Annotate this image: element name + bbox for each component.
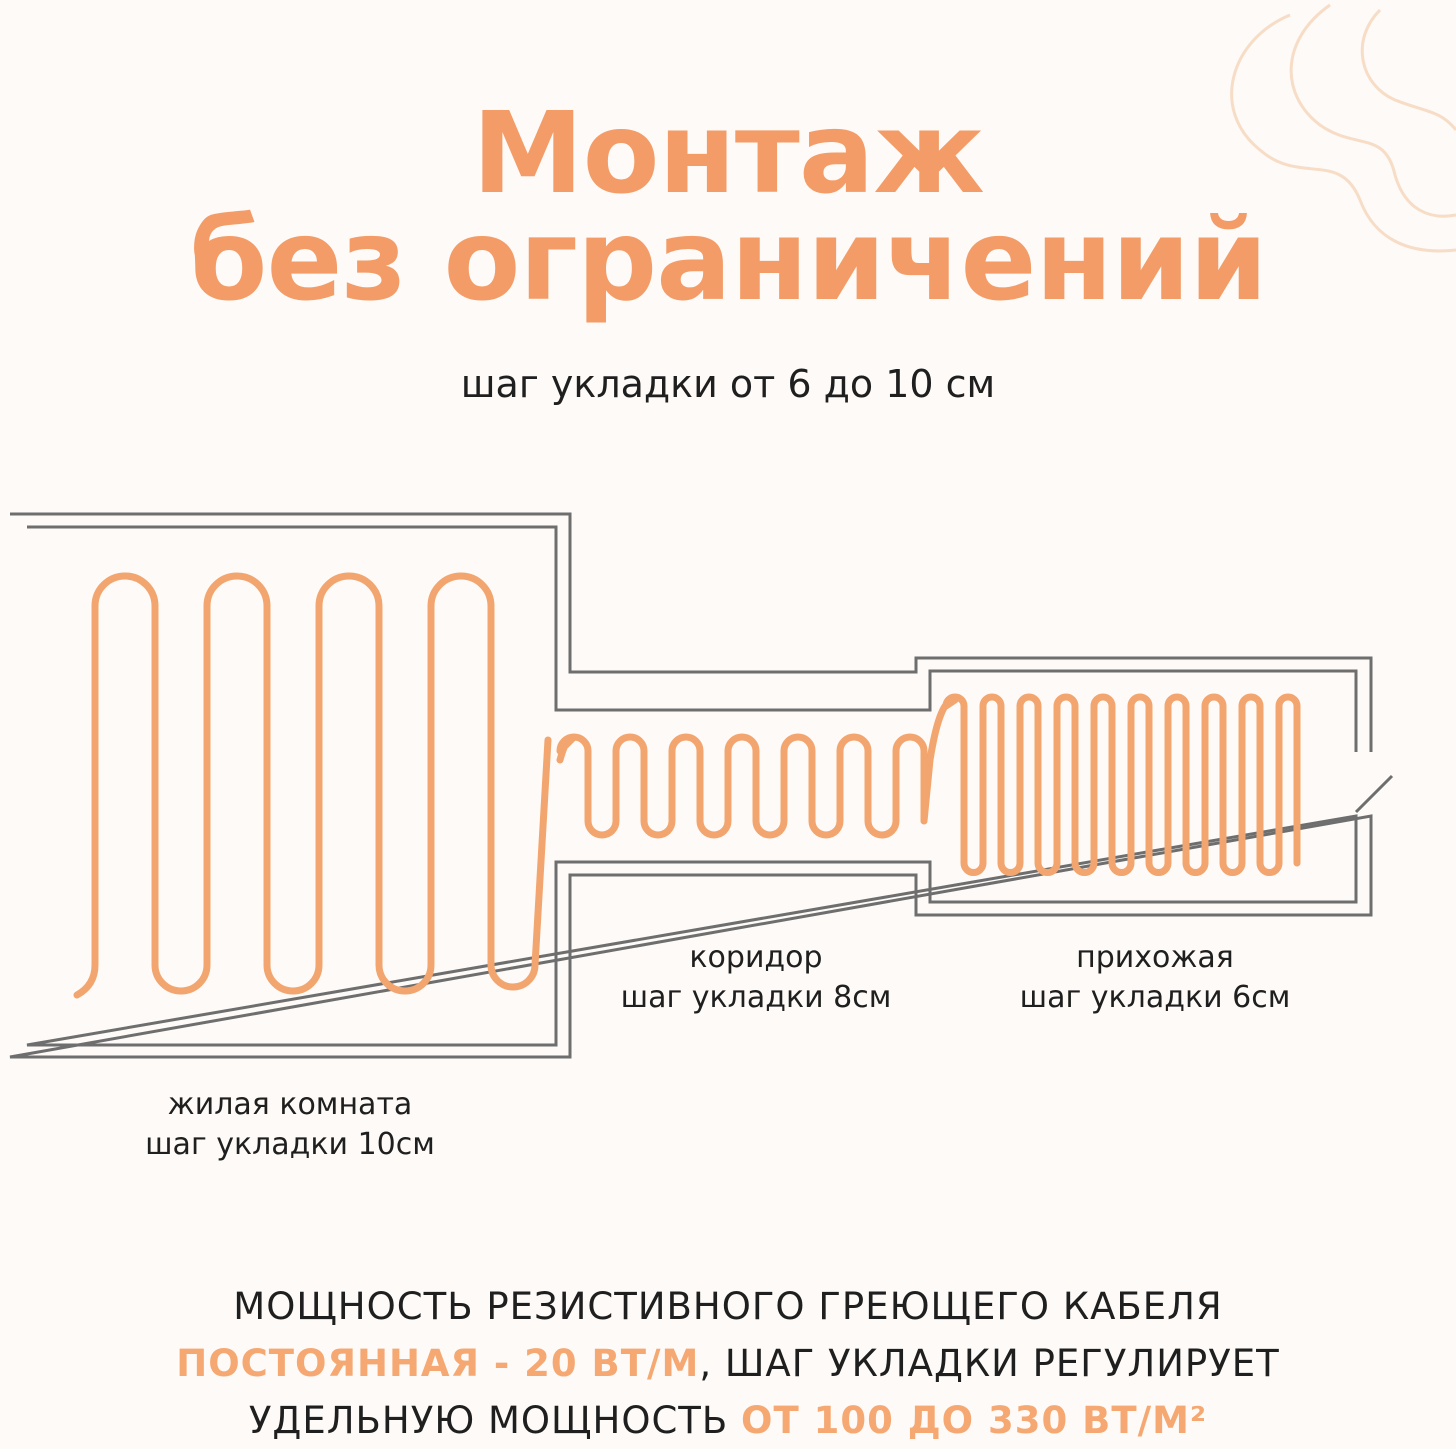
corridor-name: коридор xyxy=(689,940,823,975)
cable-corridor xyxy=(560,737,930,835)
power-description xyxy=(0,1278,1456,1449)
power-line-1: МОЩНОСТЬ РЕЗИСТИВНОГО ГРЕЮЩЕГО КАБЕЛЯ xyxy=(233,1285,1223,1328)
corridor-step: шаг укладки 8см xyxy=(620,980,892,1015)
living-room-step: шаг укладки 10см xyxy=(145,1127,435,1162)
corridor-label xyxy=(556,938,956,1018)
power-range: ОТ 100 ДО 330 ВТ/М² xyxy=(741,1399,1208,1442)
cable-hallway xyxy=(930,697,1297,873)
hallway-name: прихожая xyxy=(1076,940,1234,975)
door xyxy=(1356,776,1392,812)
subtitle: шаг укладки от 6 до 10 см xyxy=(460,362,996,406)
hallway-label xyxy=(955,938,1355,1018)
living-room-name: жилая комната xyxy=(167,1087,413,1122)
power-line-2: ПОСТОЯННАЯ - 20 ВТ/М, ШАГ УКЛАДКИ РЕГУЛИРУЕТ xyxy=(176,1342,1280,1385)
living-room-label xyxy=(90,1085,490,1165)
power-line-3: УДЕЛЬНУЮ МОЩНОСТЬ ОТ 100 ДО 330 ВТ/М² xyxy=(248,1399,1208,1442)
hallway-step: шаг укладки 6см xyxy=(1019,980,1291,1015)
title-line-2: без ограничений xyxy=(189,196,1267,326)
power-constant: ПОСТОЯННАЯ - 20 ВТ/М xyxy=(176,1342,700,1385)
title-line-1: Монтаж xyxy=(472,89,984,219)
cable-living-room xyxy=(77,576,548,995)
